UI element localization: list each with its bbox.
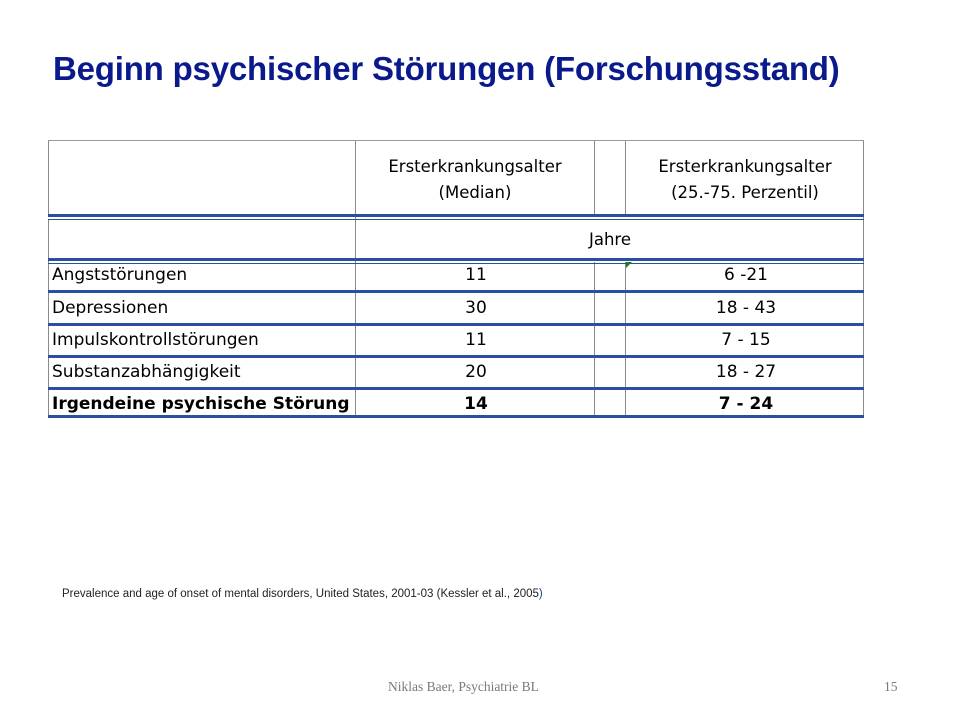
- table-rule: [48, 214, 864, 217]
- row-range: 7 - 15: [721, 330, 771, 350]
- row-label: Irgendeine psychische Störung: [52, 394, 350, 414]
- table-vline-left: [48, 140, 49, 216]
- header-median-line1: Ersterkrankungsalter: [388, 157, 562, 176]
- row-label: Depressionen: [52, 298, 169, 318]
- source-closing: ): [538, 588, 543, 600]
- table-rule: [48, 387, 864, 390]
- header-median: [356, 154, 594, 206]
- row-label: Angststörungen: [52, 265, 188, 285]
- row-median: 11: [465, 265, 487, 285]
- table-rule: [48, 323, 864, 326]
- slide-title: Beginn psychischer Störungen (Forschungsstand): [53, 50, 840, 87]
- source-text: Prevalence and age of onset of mental disorders, United States, 2001-03 (Kessler et al., 2005: [62, 588, 539, 600]
- table-bottom-rule: [48, 415, 864, 418]
- source-citation: [62, 588, 543, 600]
- header-median-line2: (Median): [438, 183, 512, 202]
- row-range: 6 -21: [724, 265, 768, 285]
- row-median: 20: [465, 362, 487, 382]
- header-percentile-line1: Ersterkrankungsalter: [658, 157, 832, 176]
- row-median: 14: [464, 394, 488, 414]
- unit-label: Jahre: [588, 230, 631, 249]
- onset-table: [48, 140, 866, 420]
- table-rule: [48, 290, 864, 293]
- header-percentile: [626, 154, 864, 206]
- table-rule: [48, 219, 864, 220]
- row-median: 11: [465, 330, 487, 350]
- row-range: 18 - 43: [715, 298, 777, 318]
- table-top-rule: [48, 140, 864, 141]
- row-range: 7 - 24: [718, 394, 774, 414]
- table-vline-col2: [594, 140, 595, 216]
- row-label: Impulskontrollstörungen: [52, 330, 259, 350]
- footer-author: Niklas Baer, Psychiatrie BL: [388, 679, 539, 694]
- header-percentile-line2: (25.-75. Perzentil): [671, 183, 819, 202]
- page-number: 15: [884, 679, 898, 694]
- row-label: Substanzabhängigkeit: [52, 362, 241, 382]
- row-median: 30: [465, 298, 487, 318]
- table-rule: [48, 355, 864, 358]
- table-rule: [48, 258, 864, 261]
- row-range: 18 - 27: [715, 362, 777, 382]
- table-rule: [48, 263, 864, 264]
